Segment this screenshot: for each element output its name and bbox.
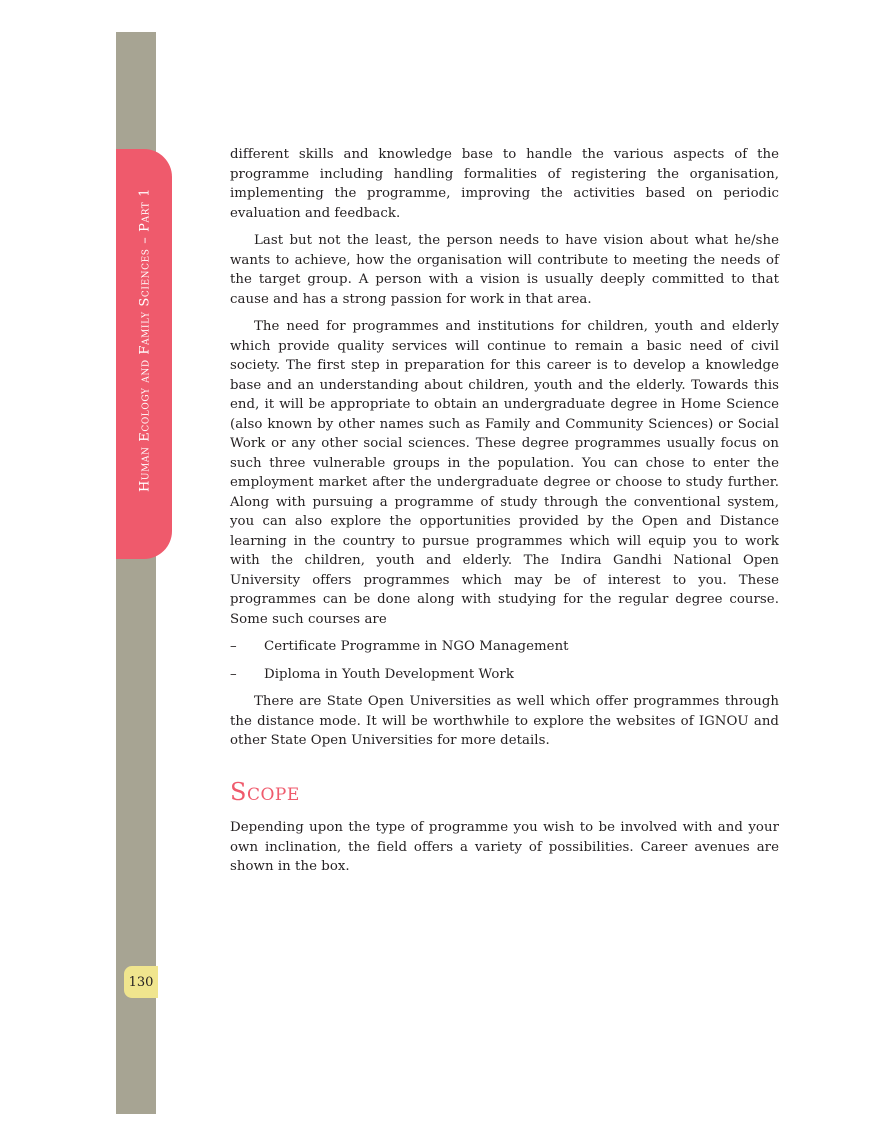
list-dash: –: [230, 639, 237, 654]
paragraph: Last but not the least, the person needs to have vision about what he/she wants to achieve, how the organisation will contribute to meeting the needs of the target group. A person with a vision is usually deeply committed to that cause and has a strong passion for work in that area.: [230, 233, 779, 307]
list-dash: –: [230, 666, 237, 682]
list-item: [230, 637, 779, 657]
main-content: [230, 145, 779, 885]
list-item-text: Certificate Programme in NGO Management: [264, 639, 569, 654]
running-head: Human Ecology and Family Sciences – Part 1: [137, 188, 153, 492]
paragraph: There are State Open Universities as well which offer programmes through the distance mode. It will be worthwhile to explore the websites of IGNOU and other State Open Universities for more details.: [230, 694, 779, 748]
page-number: 130: [124, 966, 158, 998]
list-item-text: Diploma in Youth Development Work: [264, 666, 514, 682]
paragraph: different skills and knowledge base to handle the various aspects of the programme including handling formalities of registering the organisation, implementing the programme, improving the activities based on periodic evaluation and feedback.: [230, 147, 779, 221]
section-heading: Scope: [230, 777, 300, 806]
paragraph: Depending upon the type of programme you wish to be involved with and your own inclination, the field offers a variety of possibilities. Career avenues are shown in the box.: [230, 820, 779, 874]
list-item: [230, 665, 779, 685]
paragraph: The need for programmes and institutions for children, youth and elderly which provide quality services will continue to remain a basic need of civil society. The first step in preparation for this career is to develop a knowledge base and an understanding about children, youth and the elderly. Towards this end, it will be appropriate to obtain an undergraduate degree in Home Science (also known by other names such as Family and Community Sciences) or Social Work or any other social sciences. These degree programmes usually focus on such three vulnerable groups in the population. You can chose to enter the employment market after the undergraduate degree or choose to study further. Along with pursuing a programme of study through the conventional system, you can also explore the opportunities provided by the Open and Distance learning in the country to pursue programmes which will equip you to work with the children, youth and elderly. The Indira Gandhi National Open University offers programmes which may be of interest to you. These programmes can be done along with studying for the regular degree course. Some such courses are: [230, 319, 779, 627]
